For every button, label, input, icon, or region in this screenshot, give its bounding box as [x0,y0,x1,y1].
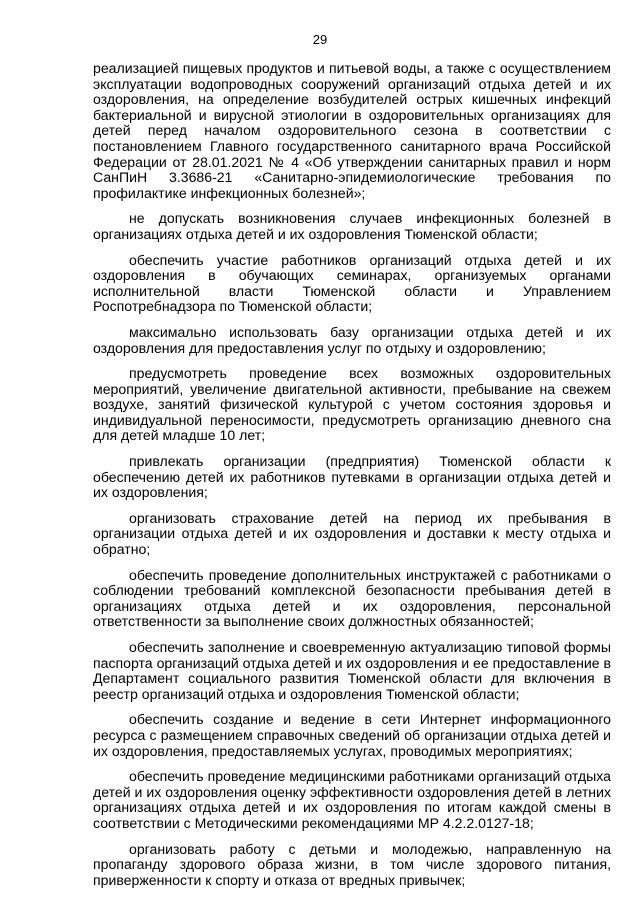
paragraph: организовать страхование детей на период их пребывания в организации отдыха детей и их оздоровления и доставки к месту отдыха и обратно; [93,509,611,558]
paragraph: организовать работу с детьми и молодежью, направленную на пропаганду здорового образа жизни, в том числе здорового питания, приверженности к спорту и отказа от вредных привычек; [93,840,611,888]
paragraph: предусмотреть проведение всех возможных оздоровительных мероприятий, увеличение двигательной активности, пребывание на свежем воздухе, занятий физической культурой с учетом состояния здоровья и индивидуальной переносимости, предусмотреть организацию дневного сна для детей младше 10 лет; [93,365,611,444]
paragraph: максимально использовать базу организации отдыха детей и их оздоровления для предоставления услуг по отдыху и оздоровлению; [93,323,611,356]
paragraph: обеспечить проведение дополнительных инструктажей с работниками о соблюдении требований комплексной безопасности пребывания детей в организациях отдыха детей и их оздоровления, персональной ответственности за выполнение своих должностных обязанностей; [93,566,611,630]
paragraph: не допускать возникновения случаев инфекционных болезней в организациях отдыха детей и их оздоровления Тюменской области; [93,210,611,242]
paragraph: обеспечить заполнение и своевременную актуализацию типовой формы паспорта организаций отдыха детей и их оздоровления и ее предоставление в Департамент социального развития Тюменской области для включения в реестр организаций отдыха и оздоровления Тюменской области; [93,639,611,702]
paragraph: обеспечить участие работников организаций отдыха детей и их оздоровления в обучающих семинарах, организуемых органами исполнительной власти Тюменской области и Управлением Роспотребнадзора по Тюменской области; [93,251,611,315]
document-body [93,61,611,898]
paragraph: привлекать организации (предприятия) Тюменской области к обеспечению детей их работников путевками в организации отдыха детей и их оздоровления; [93,453,611,501]
page-number: 29 [312,32,328,47]
paragraph: обеспечить проведение медицинскими работниками организаций отдыха детей и их оздоровления оценку эффективности оздоровления детей в летних организациях отдыха детей и их оздоровления по итогам каждой смены в соответствии с Методическими рекомендациями МР 4.2.2.0127-18; [93,768,611,831]
paragraph: обеспечить создание и ведение в сети Интернет информационного ресурса с размещением справочных сведений об организации отдыха детей и их оздоровления, предоставляемых услугах, проводимых мероприятиях; [93,711,611,759]
paragraph-continuation: реализацией пищевых продуктов и питьевой воды, а также с осуществлением эксплуатации водопроводных сооружений организаций отдыха детей и их оздоровления, на определение возбудителей острых кишечных инфекций бактериальной и вирусной этиологии в оздоровительных организациях для детей перед началом оздоровительного сезона в соответствии с постановлением Главного государственного санитарного врача Российской Федерации от 28.01.2021 № 4 «Об утверждении санитарных правил и норм СанПиН 3.3686-21 «Санитарно-эпидемиологические требования по профилактике инфекционных болезней»; [93,60,611,201]
